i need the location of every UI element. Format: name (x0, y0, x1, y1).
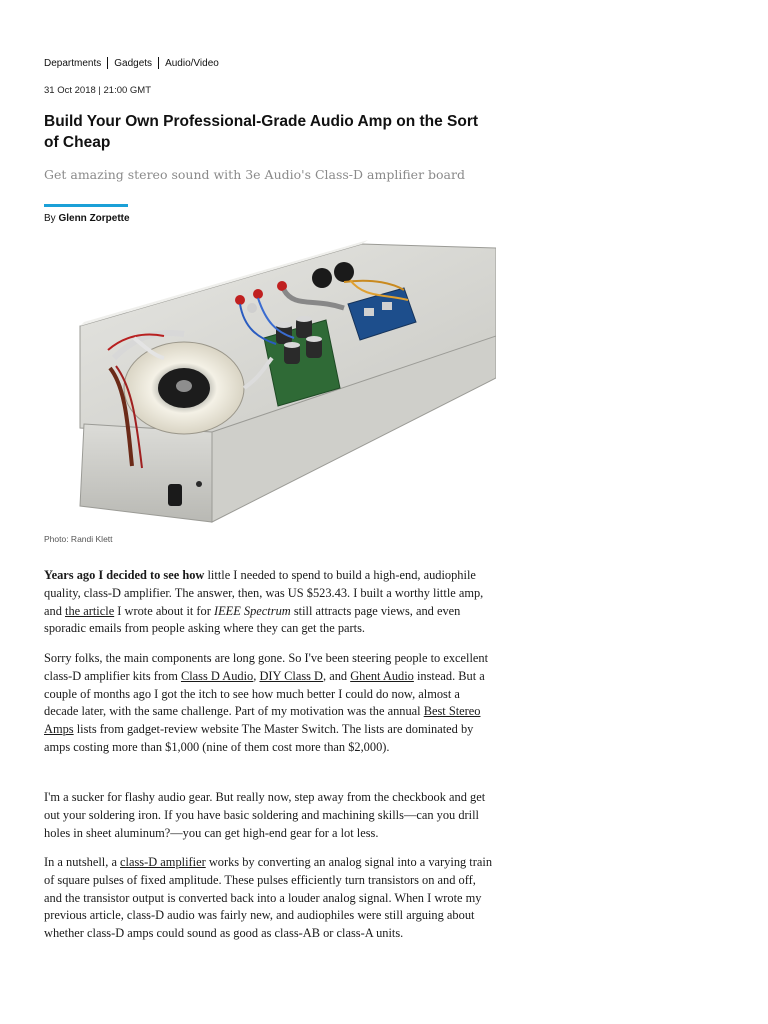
paragraph-text: In a nutshell, a (44, 855, 121, 869)
publication-name: IEEE Spectrum (213, 603, 291, 618)
paragraph-text: I wrote about it for (114, 603, 214, 618)
author-link[interactable]: Glenn Zorpette (58, 213, 130, 224)
photo-caption: Photo: Randi Klett (44, 534, 113, 544)
byline (44, 213, 130, 224)
article-title: Build Your Own Professional-Grade Audio Amp on the Sort of Cheap (44, 113, 479, 151)
paragraph-text: little I needed to spend to build a high-end, audiophile quality, class-D amplifier. The answer, then, was US $523.43. I built a worthy little amp, and (44, 568, 484, 618)
paragraph-text: lists from gadget-review website The Master Switch. The lists are dominated by amps costing more than $1,000 (nine of them cost more than $2,000). (44, 722, 474, 754)
diy-class-d-link[interactable]: DIY Class D (259, 668, 324, 683)
accent-rule (44, 204, 128, 207)
article-photo (44, 238, 496, 528)
article-paragraph-2 (44, 650, 494, 757)
article-paragraph-3 (44, 789, 494, 842)
class-d-audio-link[interactable]: Class D Audio (180, 668, 254, 683)
paragraph-text: still attracts page views, and even sporadic emails from people asking where they can get the parts. (44, 603, 461, 636)
article-paragraph-4 (44, 854, 494, 943)
paragraph-text: I'm a sucker for flashy audio gear. But really now, step away from the checkbook and get out your soldering iron. If you have basic soldering and machining skills—can you drill holes in sheet aluminum?—you can get high-end gear for a lot less. (44, 790, 486, 840)
paragraph-text: , (253, 668, 260, 683)
article-paragraph-1 (44, 567, 494, 638)
publish-date: 31 Oct 2018 | 21:00 GMT (44, 85, 152, 96)
breadcrumb (44, 57, 219, 69)
paragraph-text: Sorry folks, the main components are long gone. So I've been steering people to excellent class-D amplifier kits from (44, 651, 489, 683)
paragraph-text: , and (323, 668, 351, 683)
article-subtitle: Get amazing stereo sound with 3e Audio's Class-D amplifier board (44, 167, 465, 182)
lead-in: Years ago I decided to see how (44, 568, 205, 582)
paragraph-text: works by converting an analog signal into a varying train of square pulses of fixed amplitude. These pulses efficiently turn transistors on and off, and the transistor output is converted back into a louder analog signal. When I wrote my previous article, class-D audio was fairly new, and audiophiles were still arguing about whether class-D amps could sound as good as class-AB or class-A units. (44, 855, 493, 941)
amplifier-photo-illustration (44, 238, 496, 528)
the-article-link[interactable]: the article (65, 603, 115, 618)
breadcrumb-gadgets-link[interactable]: Gadgets (114, 57, 153, 69)
breadcrumb-departments-link[interactable]: Departments (44, 57, 102, 69)
paragraph-text: instead. But a couple of months ago I got the itch to see how much better I could do now, almost a decade later, with the same challenge. Part of my motivation was the annual (44, 668, 485, 719)
breadcrumb-audio-video-link[interactable]: Audio/Video (165, 57, 219, 69)
breadcrumb-separator (158, 57, 159, 69)
class-d-amplifier-link[interactable]: class-D amplifier (120, 855, 206, 869)
best-stereo-amps-link[interactable]: Best Stereo Amps (44, 704, 481, 737)
breadcrumb-separator (107, 57, 108, 69)
ghent-audio-link[interactable]: Ghent Audio (350, 668, 414, 683)
byline-prefix: By (44, 213, 56, 224)
